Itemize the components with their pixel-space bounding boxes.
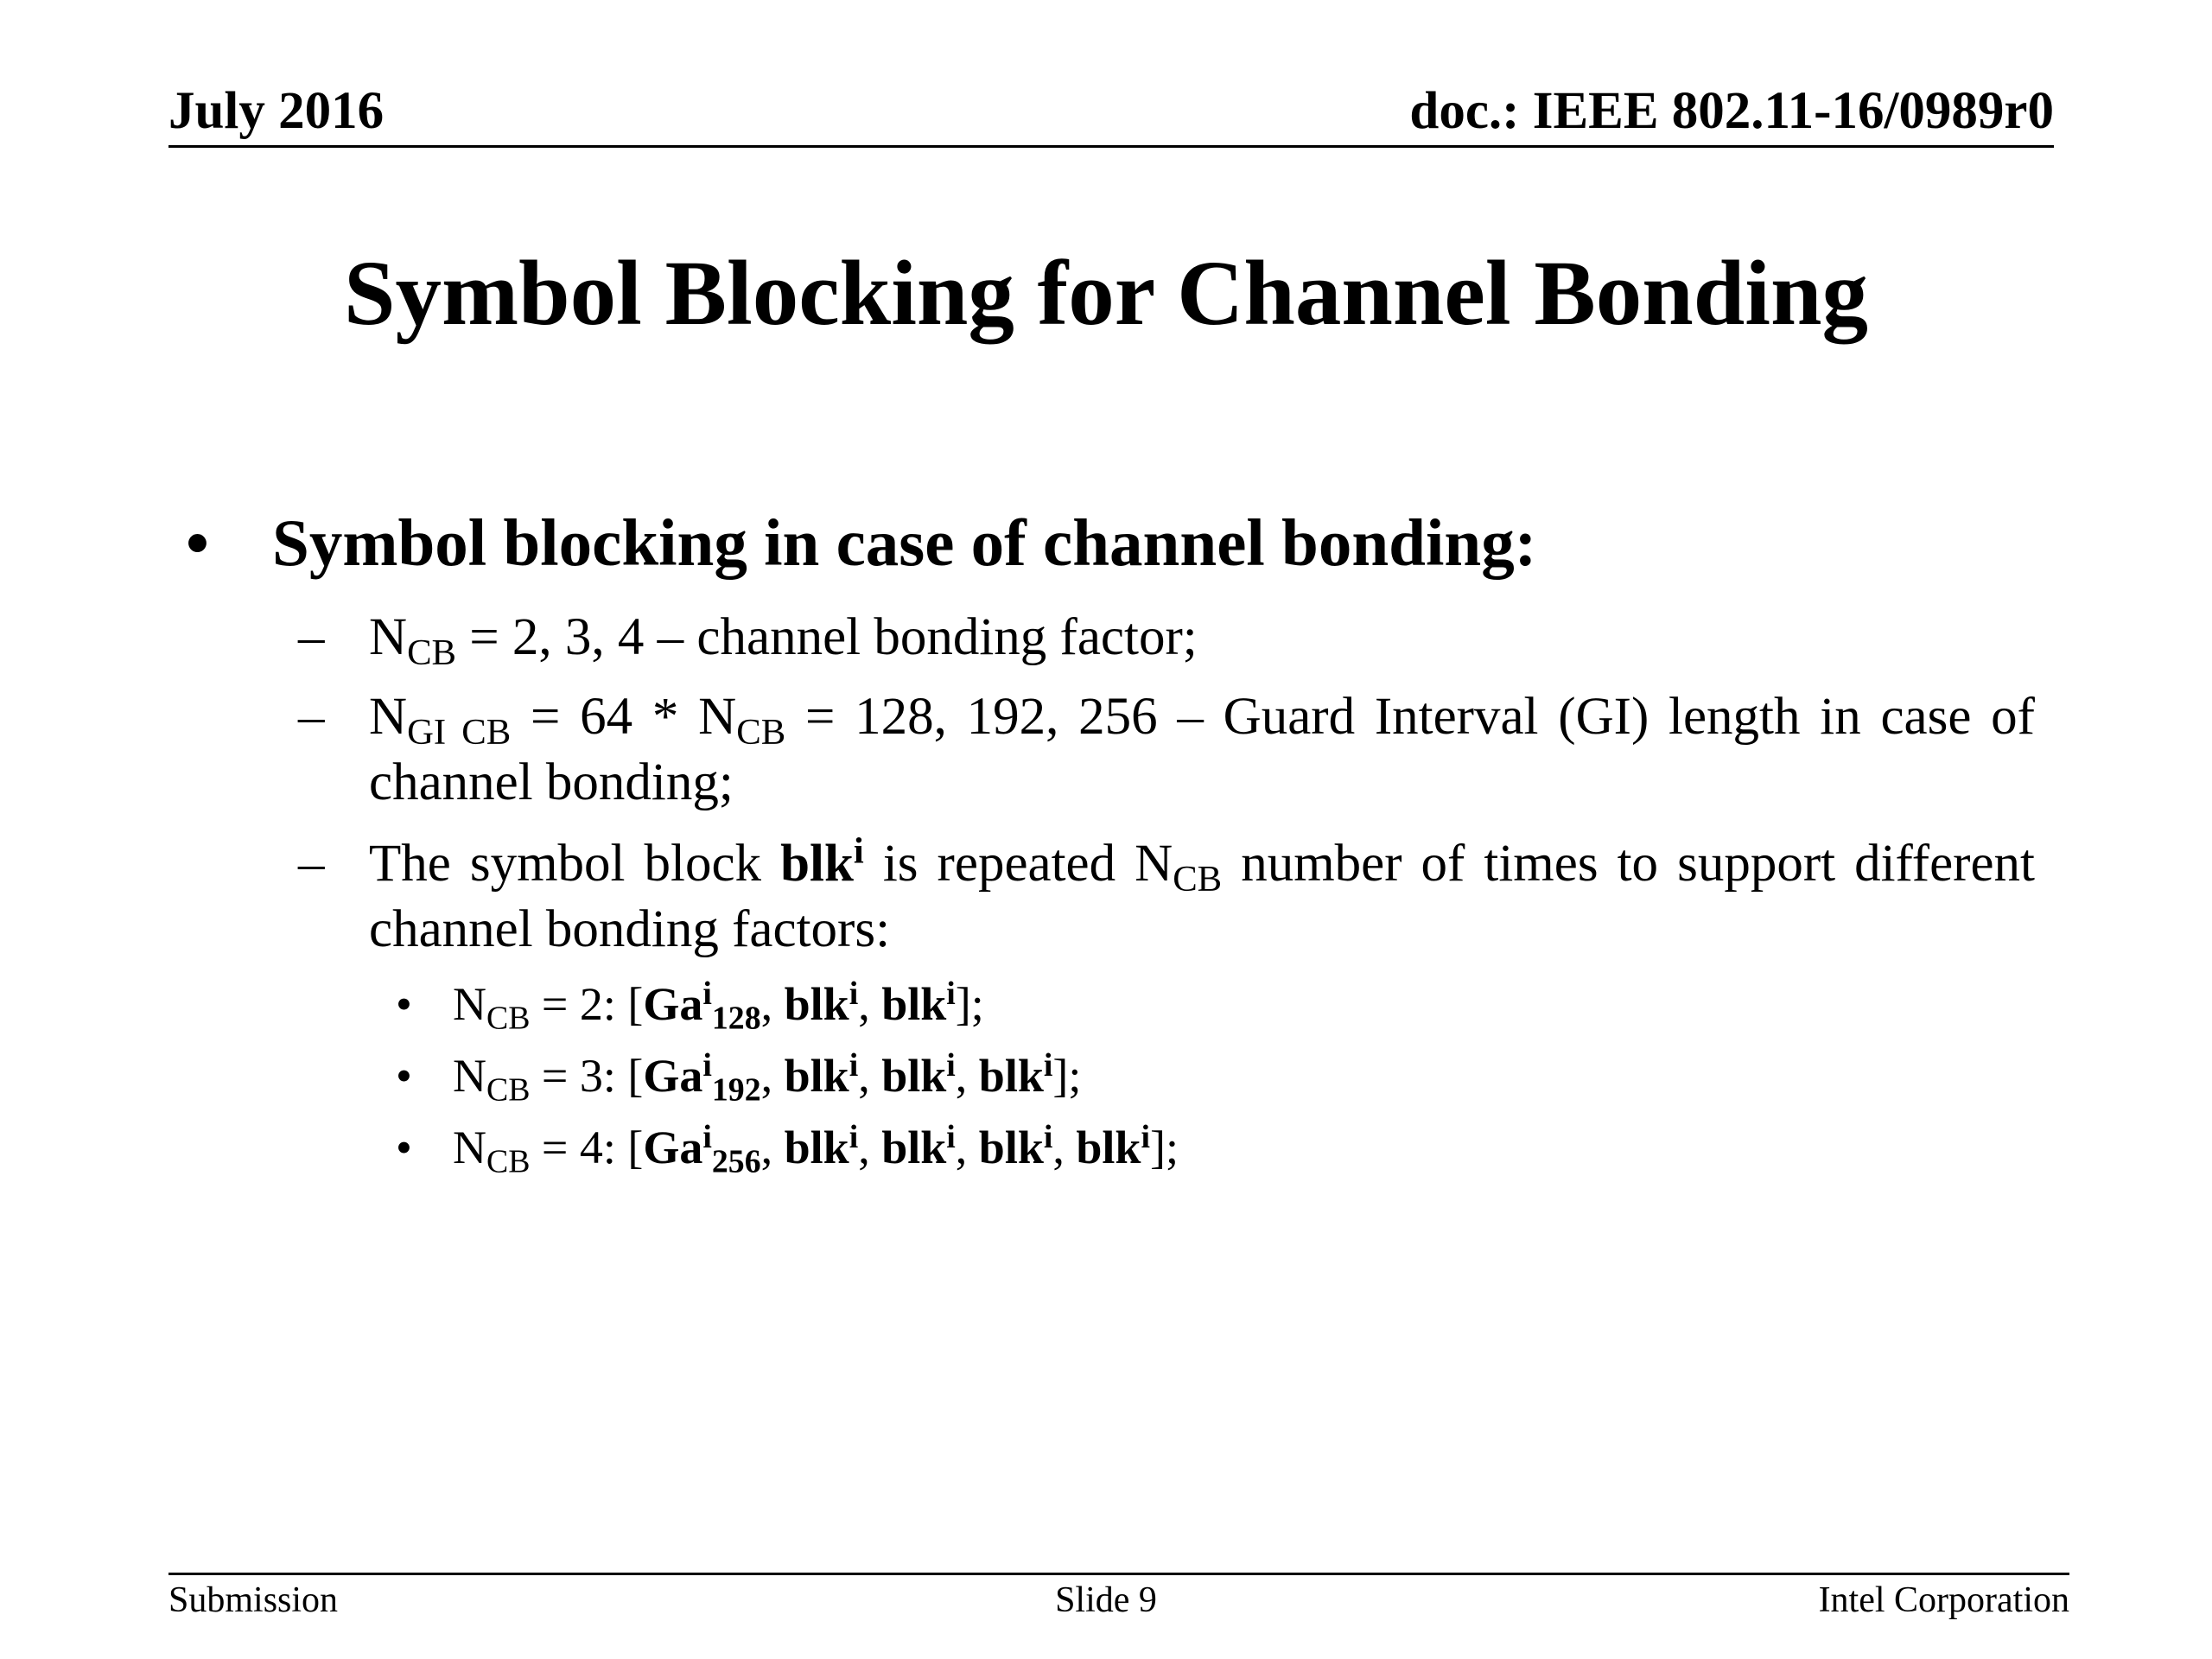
factor-item-ncb4: • $N_{CB} = 4$: [$Ga^i_{256}$, blk$^i$, blk$^i$, blk$^i$, blk$^i$];	[396, 1118, 1179, 1180]
dash-glyph: –	[298, 688, 325, 746]
sub-item-ngi	[298, 684, 2035, 816]
sub-item-ngi-text: $N_{GI CB} = 64 * N_{CB} = 128$, 192, 256 – Guard Interval (GI) length in case of channel bonding;	[369, 688, 2035, 811]
slide-title: Symbol Blocking for Channel Bonding	[343, 243, 1869, 345]
factor-item-ncb3: • $N_{CB} = 3$: [$Ga^i_{192}$, blk$^i$, blk$^i$, blk$^i$];	[396, 1046, 1082, 1109]
factor-item-ncb2: • $N_{CB} = 2$: [$Ga^i_{128}$, blk$^i$, blk$^i$];	[396, 975, 984, 1037]
header-rule	[168, 145, 2054, 148]
dash-glyph: –	[298, 608, 325, 666]
dash-glyph: –	[298, 835, 325, 893]
bullet-glyph: •	[396, 1050, 412, 1102]
footer-submission: Submission	[168, 1580, 339, 1620]
header-doc-id: doc.: IEEE 802.11-16/0989r0	[1409, 82, 2054, 140]
sub-item-ncb-text: $N_{CB} = 2$, 3, 4 – channel bonding factor;	[369, 608, 1198, 673]
footer-company: Intel Corporation	[1818, 1580, 2069, 1620]
bullet-glyph: •	[186, 505, 209, 580]
footer-rule	[168, 1573, 2069, 1575]
footer-slide-number: Slide 9	[1055, 1580, 1157, 1620]
sub-item-repeat	[298, 831, 2035, 963]
bullet-glyph: •	[396, 1122, 412, 1173]
sub-item-repeat-text: The symbol block blk$^i$ is repeated $N_{CB}$ number of times to support different channel bonding factors:	[369, 830, 2035, 958]
sub-item-ncb	[298, 605, 2035, 671]
main-bullet-text: Symbol blocking in case of channel bonding:	[272, 505, 1537, 580]
bullet-glyph: •	[396, 978, 412, 1030]
header-date: July 2016	[168, 82, 385, 140]
